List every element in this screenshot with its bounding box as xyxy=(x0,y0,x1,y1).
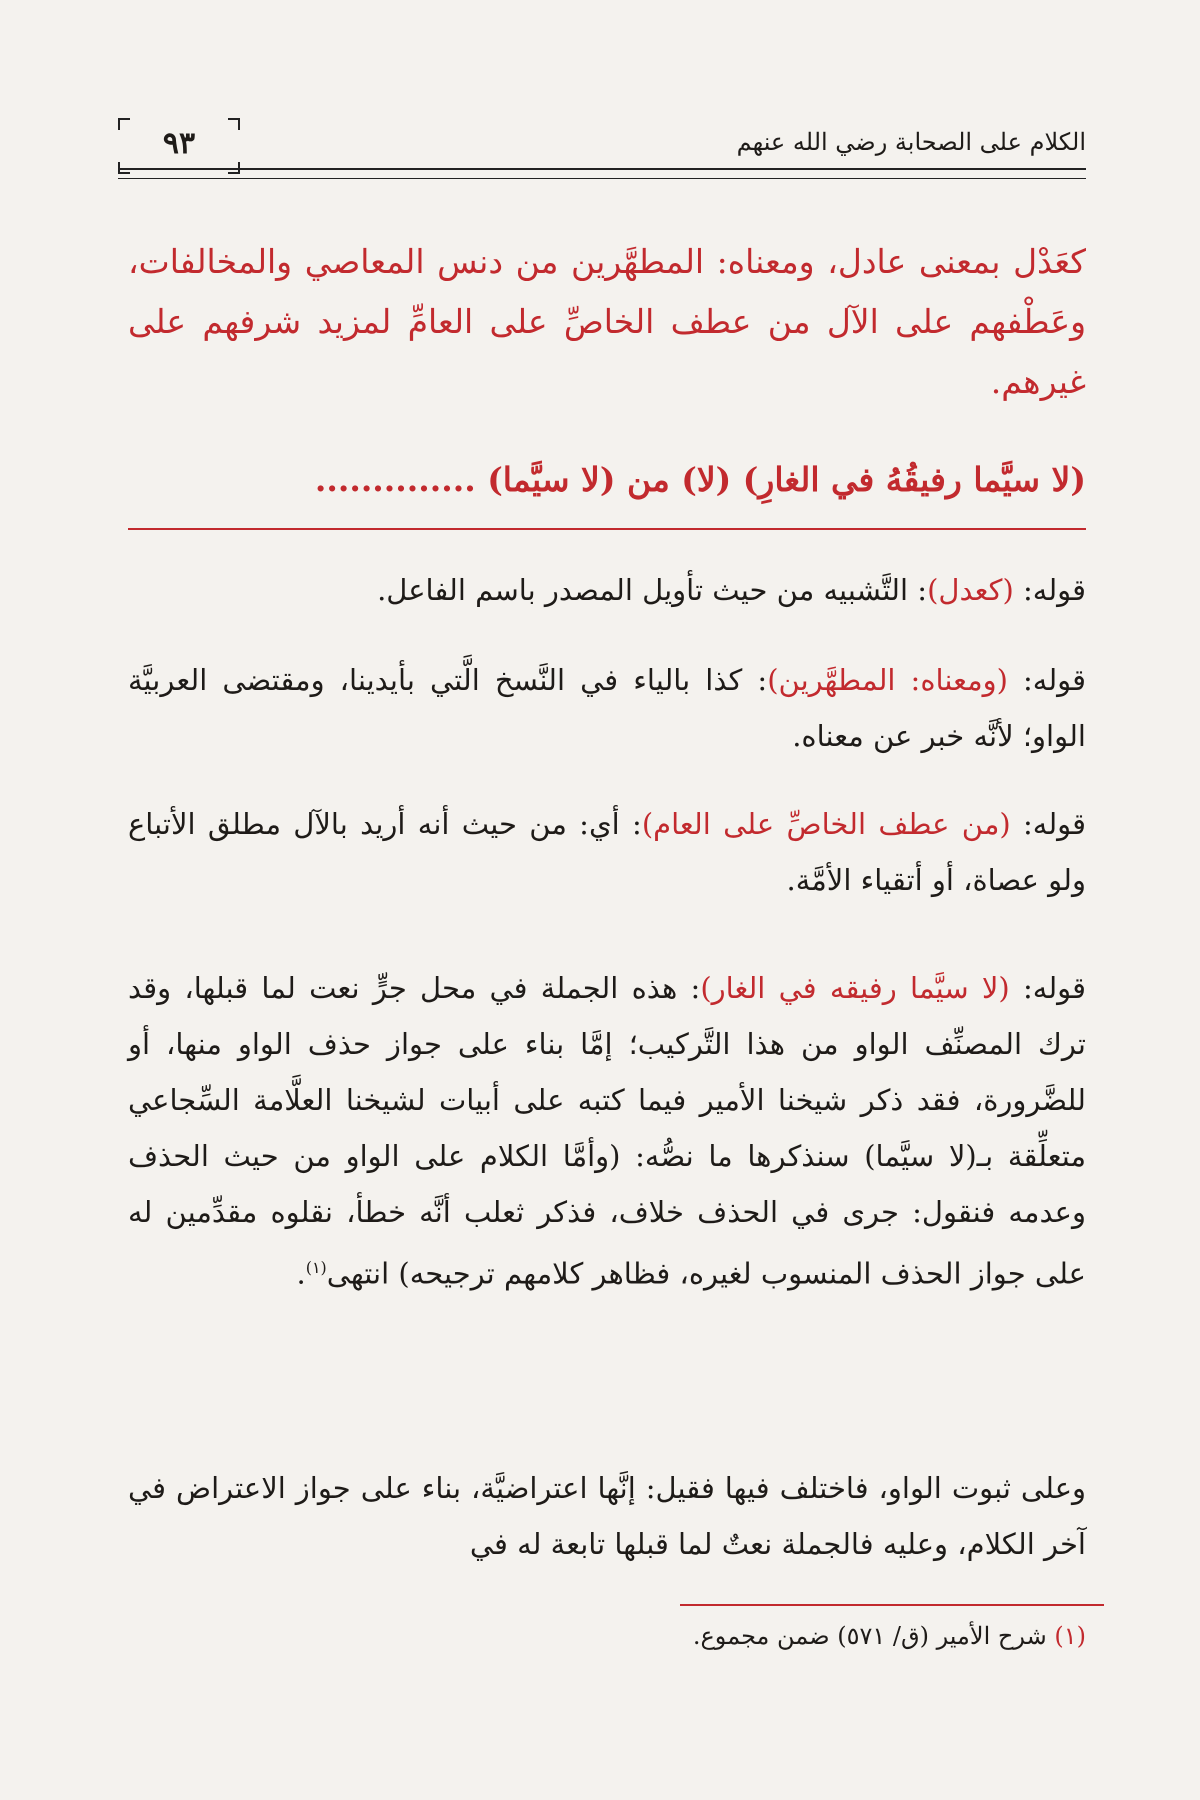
footnote-marker: (١) xyxy=(1054,1622,1086,1650)
header-rule xyxy=(118,168,1086,179)
footnote xyxy=(128,1622,1086,1650)
paragraph-text: : هذه الجملة في محل جرٍّ نعت لما قبلها، وقد ترك المصنِّف الواو من هذا التَّركيب؛ إمَّا بناء على جواز حذف الواو منها، أو للضَّرورة، فقد ذكر شيخنا الأمير فيما كتبه على أبيات لشيخنا العلَّامة السِّجاعي متعلِّقة بـ(لا سيَّما) سنذكرها ما نصُّه: (وأمَّا الكلام على الواو من حيث الحذف وعدمه فنقول: جرى في الحذف خلاف، فذكر ثعلب أنَّه خطأ، نقلوه مقدِّمين له على جواز الحذف المنسوب لغيره، فظاهر كلامهم ترجيحه) انتهى xyxy=(128,971,1086,1291)
page-header xyxy=(118,118,1086,174)
page-number-frame xyxy=(118,118,240,174)
running-title: الكلام على الصحابة رضي الله عنهم xyxy=(736,128,1086,156)
paragraph-lead: قوله: xyxy=(1010,807,1087,841)
paragraph-text: : كذا بالياء في النَّسخ الَّتي بأيدينا، ومقتضى العربيَّة الواو؛ لأنَّه خبر عن معناه. xyxy=(128,663,1086,753)
page-number: ٩٣ xyxy=(162,126,196,161)
footnote-text: شرح الأمير (ق/ ٥٧١) ضمن مجموع. xyxy=(692,1622,1055,1650)
commentary-paragraph xyxy=(128,562,1086,618)
paragraph-text: : التَّشبيه من حيث تأويل المصدر باسم الفاعل. xyxy=(377,573,928,607)
quoted-phrase: (ومعناه: المطهَّرين) xyxy=(767,663,1008,697)
quoted-phrase: (كعدل) xyxy=(927,573,1014,607)
commentary-paragraph: وعلى ثبوت الواو، فاختلف فيها فقيل: إنَّها اعتراضيَّة، بناء على جواز الاعتراض في آخر الكلام، وعليه فالجملة نعتٌ لما قبلها تابعة له في xyxy=(128,1471,1086,1561)
paragraph-text: : أي: من حيث أنه أريد بالآل مطلق الأتباع ولو عصاة، أو أتقياء الأمَّة. xyxy=(128,807,1086,897)
quoted-phrase: (من عطف الخاصِّ على العام) xyxy=(641,807,1011,841)
paragraph-lead: قوله: xyxy=(1013,573,1086,607)
matn-divider xyxy=(128,528,1086,530)
quoted-phrase: (لا سيَّما رفيقه في الغار) xyxy=(700,971,1010,1005)
commentary-paragraph xyxy=(128,652,1086,764)
footnote-divider xyxy=(680,1604,1104,1606)
paragraph-lead: قوله: xyxy=(1007,663,1087,697)
matn-line: (لا سيَّما رفيقُهُ في الغارِ) (لا) من (لا سيَّما) .............. xyxy=(314,460,1086,499)
paragraph-end: . xyxy=(296,1256,306,1291)
commentary-paragraph xyxy=(128,796,1086,908)
paragraph-lead: قوله: xyxy=(1009,971,1087,1005)
intro-paragraph: كعَدْل بمعنى عادل، ومعناه: المطهَّرين من دنس المعاصي والمخالفات، وعَطْفهم على الآل من عطف الخاصِّ على العامِّ لمزيد شرفهم على غيرهم. xyxy=(128,242,1086,401)
commentary-paragraph xyxy=(128,960,1086,1302)
footnote-reference[interactable]: (١) xyxy=(305,1258,327,1277)
